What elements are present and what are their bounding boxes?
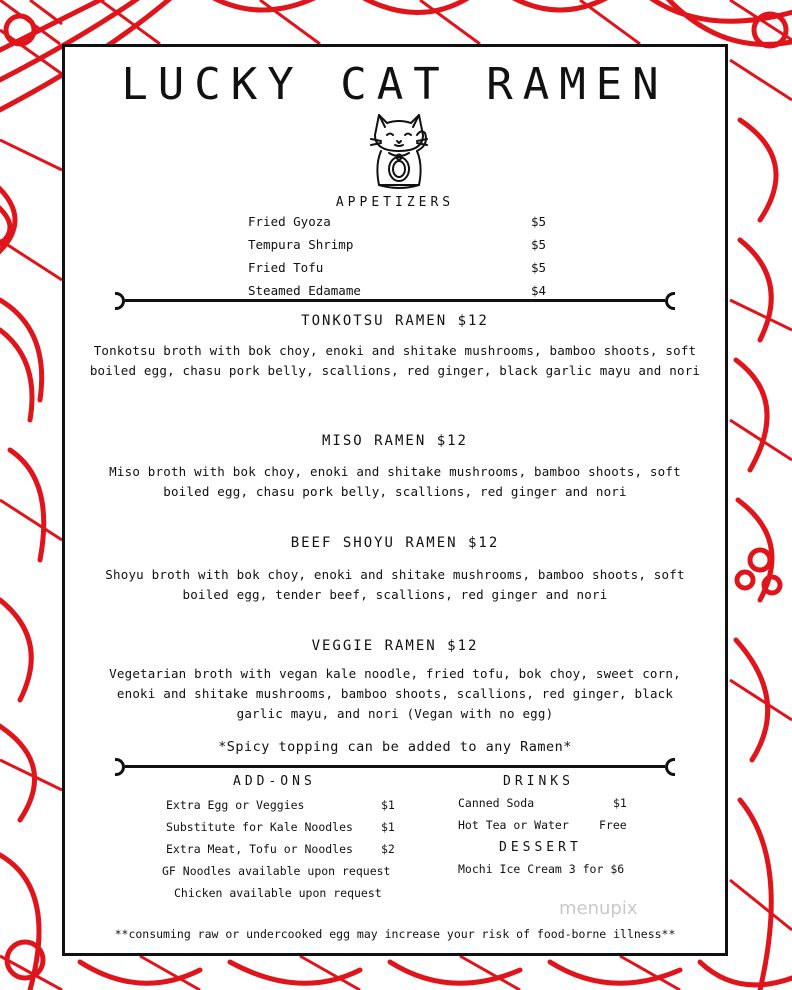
addon-price: $1	[381, 820, 395, 834]
section-divider	[125, 765, 665, 768]
ramen-heading: VEGGIE RAMEN $12	[311, 638, 479, 654]
addon-price: $1	[381, 798, 395, 812]
addon-note: GF Noodles available upon request	[162, 864, 391, 878]
divider-end-left	[115, 292, 125, 310]
addons-heading: ADD-ONS	[233, 774, 316, 789]
appetizer-name: Fried Tofu	[248, 260, 324, 275]
addon-name: Extra Egg or Veggies	[166, 798, 305, 812]
appetizer-price: $4	[531, 283, 547, 298]
lucky-cat-icon	[367, 105, 431, 193]
divider-end-right	[665, 758, 675, 776]
divider-end-left	[115, 758, 125, 776]
divider-end-right	[665, 292, 675, 310]
disclaimer: **consuming raw or undercooked egg may increase your risk of food-borne illness**	[114, 927, 676, 941]
section-divider	[125, 299, 665, 302]
addon-note: Chicken available upon request	[174, 886, 382, 900]
addon-price: $2	[381, 842, 395, 856]
addon-name: Substitute for Kale Noodles	[166, 820, 353, 834]
appetizer-price: $5	[531, 260, 547, 275]
ramen-description: Tonkotsu broth with bok choy, enoki and shitake mushrooms, bamboo shoots, soft boiled egg, chasu pork belly, scallions, red ginger, black garlic mayu and nori	[89, 343, 701, 378]
ramen-heading: MISO RAMEN $12	[321, 433, 468, 449]
ramen-heading: BEEF SHOYU RAMEN $12	[290, 535, 500, 551]
dessert-heading: DESSERT	[499, 840, 582, 855]
drink-price: Free	[599, 818, 627, 832]
drink-name: Hot Tea or Water	[458, 818, 569, 832]
drink-price: $1	[613, 796, 627, 810]
appetizer-name: Steamed Edamame	[248, 283, 361, 298]
dessert-item: Mochi Ice Cream 3 for $6	[458, 862, 625, 876]
ramen-description: Miso broth with bok choy, enoki and shitake mushrooms, bamboo shoots, soft boiled egg, chasu pork belly, scallions, red ginger and nori	[109, 464, 681, 499]
ramen-description: Vegetarian broth with vegan kale noodle, fried tofu, bok choy, sweet corn, enoki and shitake mushrooms, bamboo shoots, scallions, red ginger, black garlic mayu, and nori (Vegan with no egg)	[109, 666, 681, 721]
drink-name: Canned Soda	[458, 796, 535, 810]
menu-card	[62, 44, 728, 956]
ramen-description: Shoyu broth with bok choy, enoki and shitake mushrooms, bamboo shoots, soft boiled egg, tender beef, scallions, red ginger and nori	[105, 567, 685, 602]
addon-name: Extra Meat, Tofu or Noodles	[166, 842, 353, 856]
appetizers-heading: APPETIZERS	[335, 195, 455, 210]
watermark-logo: menupix	[559, 898, 638, 919]
appetizer-price: $5	[531, 237, 547, 252]
appetizer-price: $5	[531, 214, 547, 229]
appetizer-name: Fried Gyoza	[248, 214, 331, 229]
spicy-note: *Spicy topping can be added to any Ramen*	[218, 739, 572, 755]
ramen-heading: TONKOTSU RAMEN $12	[301, 313, 489, 329]
appetizer-name: Tempura Shrimp	[248, 237, 354, 252]
drinks-heading: DRINKS	[503, 774, 574, 789]
restaurant-title: LUCKY CAT RAMEN	[121, 59, 669, 110]
